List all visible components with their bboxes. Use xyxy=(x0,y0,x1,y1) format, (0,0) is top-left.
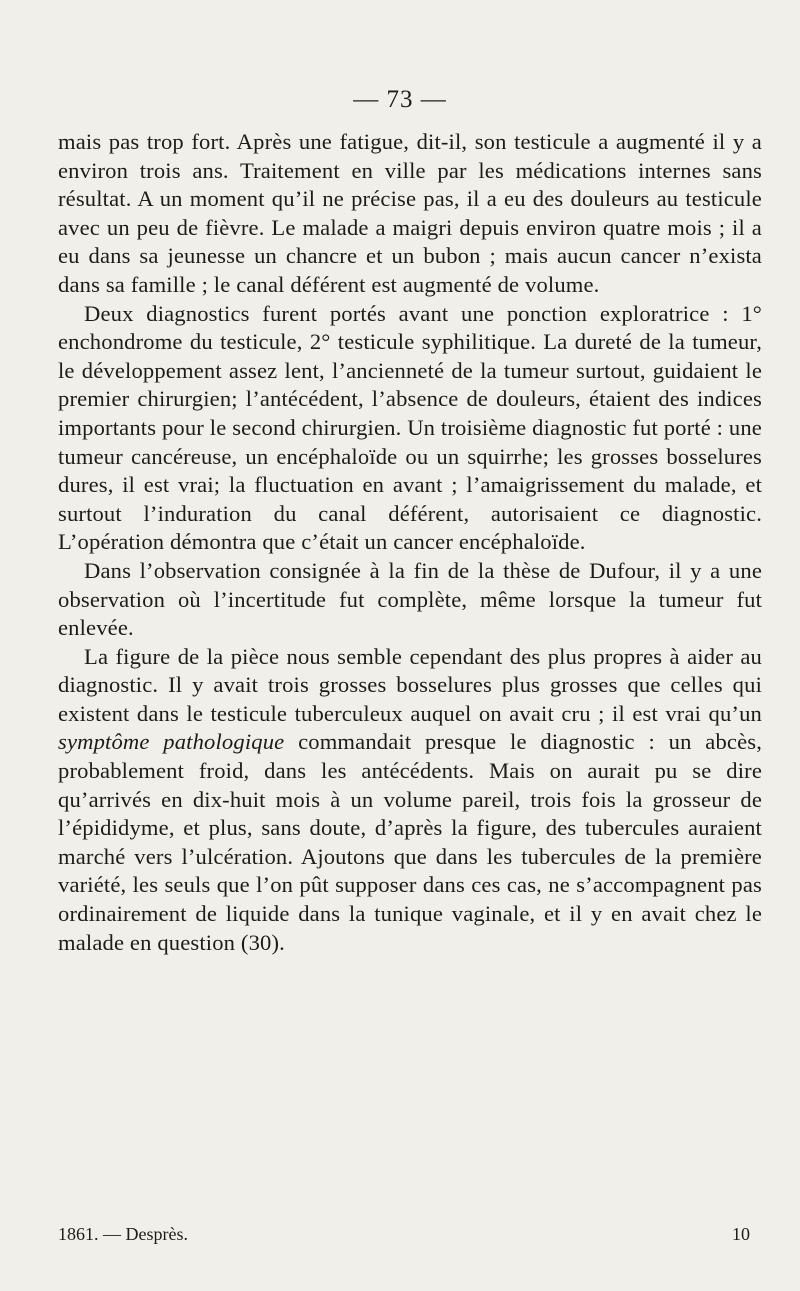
body-text xyxy=(58,128,762,957)
paragraph-2: Deux diagnostics furent portés avant une ponction exploratrice : 1° enchondrome du testicule, 2° testicule syphilitique. La dureté de la tumeur, le développement assez lent, l’ancienneté de la tumeur surtout, guidaient le premier chirurgien; l’antécédent, l’absence de douleurs, étaient des indices importants pour le second chirurgien. Un troisième diagnostic fut porté : une tumeur cancéreuse, un encéphaloïde ou un squirrhe; les grosses bosselures dures, il est vrai; la fluctuation en avant ; l’amaigrissement du malade, et surtout l’induration du canal déférent, autorisaient ce diagnostic. L’opération démontra que c’était un cancer encéphaloïde. xyxy=(58,300,762,555)
paragraph-4-part-1: La figure de la pièce nous semble cependant des plus propres à aider au diagnostic. Il y avait trois grosses bosselures plus grosses que celles qui existent dans le testicule tuberculeux auquel on avait cru ; il est vrai qu’un xyxy=(58,643,762,726)
printer-signature: 1861. — Desprès. xyxy=(58,1224,188,1244)
sheet-number: 10 xyxy=(732,1224,750,1244)
page-number: — 73 — xyxy=(353,86,447,113)
paragraph-1: mais pas trop fort. Après une fatigue, dit-il, son testicule a augmenté il y a environ trois ans. Traitement en ville par les médications internes sans résultat. A un moment qu’il ne précise pas, il a eu des douleurs au testicule avec un peu de fièvre. Le malade a maigri depuis environ quatre mois ; il a eu dans sa jeunesse un chancre et un bubon ; mais aucun cancer n’exista dans sa famille ; le canal déférent est augmenté de volume. xyxy=(58,129,762,297)
page-footer xyxy=(58,1224,750,1245)
paragraph-3: Dans l’observation consignée à la fin de la thèse de Dufour, il y a une observation où l’incertitude fut complète, même lorsque la tumeur fut enlevée. xyxy=(58,557,762,641)
paragraph-4-part-2: commandait presque le diagnostic : un abcès, probablement froid, dans les antécédents. Mais on aurait pu se dire qu’arrivés en dix-huit mois à un volume pareil, trois fois la grosseur de l’épididyme, et plus, sans doute, d’après la figure, des tubercules auraient marché vers l’ulcération. Ajoutons que dans les tubercules de la première variété, les seuls que l’on pût supposer dans ces cas, ne s’accompagnent pas ordinairement de liquide dans la tunique vaginale, et il y en avait chez le malade en question (30). xyxy=(58,729,762,955)
paragraph-4 xyxy=(58,643,762,958)
emphasized-term: symptôme pathologique xyxy=(58,729,285,755)
